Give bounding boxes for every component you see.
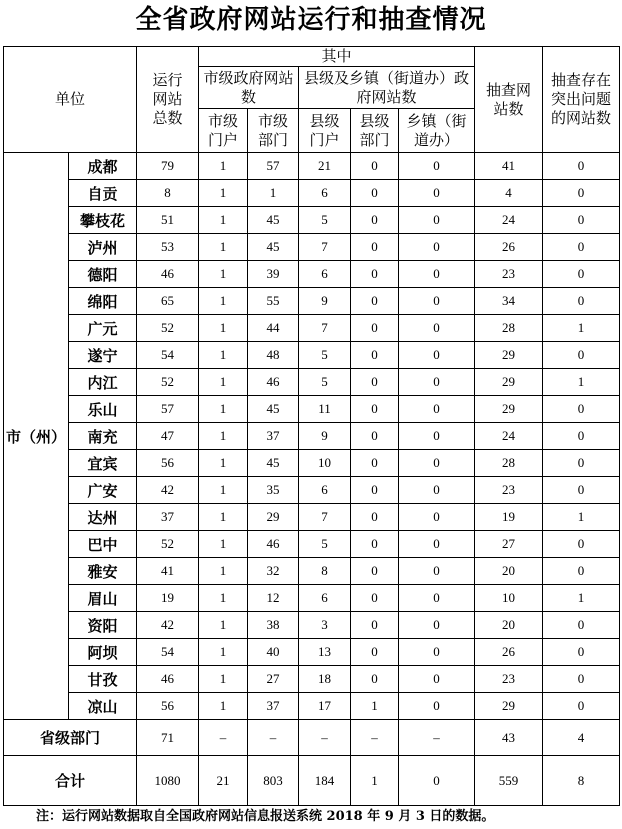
city-name-cell: 绵阳 [69, 288, 137, 315]
county-dept-cell: 0 [351, 585, 399, 612]
table-row [4, 477, 620, 504]
county-portal-cell: 10 [299, 450, 351, 477]
city-portal-cell: 1 [199, 666, 248, 693]
county-portal-cell: 184 [299, 756, 351, 806]
header-city-dept: 市级部门 [248, 109, 299, 153]
city-name-cell: 眉山 [69, 585, 137, 612]
city-dept-cell: 37 [248, 423, 299, 450]
county-dept-cell: 0 [351, 369, 399, 396]
city-portal-cell: 21 [199, 756, 248, 806]
checked-cell: 24 [475, 207, 543, 234]
checked-cell: 29 [475, 369, 543, 396]
table-row [4, 369, 620, 396]
checked-cell: 28 [475, 450, 543, 477]
city-name-cell: 内江 [69, 369, 137, 396]
checked-cell: 26 [475, 234, 543, 261]
town-cell: 0 [399, 531, 475, 558]
header-city-portal: 市级门户 [199, 109, 248, 153]
table-row [4, 342, 620, 369]
county-dept-cell: 0 [351, 180, 399, 207]
problems-cell: 0 [543, 396, 620, 423]
total-cell: 56 [137, 693, 199, 720]
county-portal-cell: – [299, 720, 351, 756]
city-dept-cell: 46 [248, 531, 299, 558]
problems-cell: 0 [543, 639, 620, 666]
city-portal-cell: 1 [199, 288, 248, 315]
table-row [4, 153, 620, 180]
town-cell: 0 [399, 558, 475, 585]
table-row [4, 234, 620, 261]
checked-cell: 24 [475, 423, 543, 450]
total-cell: 47 [137, 423, 199, 450]
county-dept-cell: 0 [351, 234, 399, 261]
city-name-cell: 凉山 [69, 693, 137, 720]
town-cell: 0 [399, 342, 475, 369]
city-portal-cell: 1 [199, 585, 248, 612]
city-dept-cell: 46 [248, 369, 299, 396]
problems-cell: 0 [543, 207, 620, 234]
county-dept-cell: 1 [351, 756, 399, 806]
city-dept-cell: 45 [248, 450, 299, 477]
summary-row-label: 合计 [4, 756, 137, 806]
county-dept-cell: 0 [351, 207, 399, 234]
checked-cell: 41 [475, 153, 543, 180]
problems-cell: 0 [543, 261, 620, 288]
city-dept-cell: 45 [248, 396, 299, 423]
county-portal-cell: 21 [299, 153, 351, 180]
city-dept-cell: 45 [248, 234, 299, 261]
total-cell: 46 [137, 261, 199, 288]
checked-cell: 29 [475, 342, 543, 369]
table-row [4, 180, 620, 207]
county-portal-cell: 9 [299, 288, 351, 315]
county-dept-cell: 0 [351, 666, 399, 693]
county-dept-cell: 0 [351, 504, 399, 531]
county-dept-cell: 0 [351, 558, 399, 585]
checked-cell: 19 [475, 504, 543, 531]
problems-cell: 1 [543, 315, 620, 342]
city-dept-cell: 38 [248, 612, 299, 639]
page-title: 全省政府网站运行和抽查情况 [135, 5, 487, 35]
city-dept-cell: 37 [248, 693, 299, 720]
header-total: 运行网站总数 [137, 47, 199, 153]
county-dept-cell: 0 [351, 153, 399, 180]
city-dept-cell: 12 [248, 585, 299, 612]
problems-cell: 0 [543, 450, 620, 477]
town-cell: 0 [399, 423, 475, 450]
city-portal-cell: 1 [199, 531, 248, 558]
checked-cell: 34 [475, 288, 543, 315]
table-row [4, 666, 620, 693]
city-dept-cell: 1 [248, 180, 299, 207]
city-name-cell: 南充 [69, 423, 137, 450]
county-portal-cell: 7 [299, 234, 351, 261]
city-portal-cell: 1 [199, 234, 248, 261]
checked-cell: 10 [475, 585, 543, 612]
table-row [4, 585, 620, 612]
county-portal-cell: 13 [299, 639, 351, 666]
problems-cell: 1 [543, 504, 620, 531]
town-cell: 0 [399, 504, 475, 531]
county-portal-cell: 6 [299, 477, 351, 504]
city-portal-cell: 1 [199, 180, 248, 207]
header-city-group: 市级政府网站数 [199, 67, 299, 109]
city-name-cell: 甘孜 [69, 666, 137, 693]
checked-cell: 20 [475, 612, 543, 639]
county-dept-cell: – [351, 720, 399, 756]
county-portal-cell: 17 [299, 693, 351, 720]
city-portal-cell: 1 [199, 369, 248, 396]
town-cell: 0 [399, 756, 475, 806]
checked-cell: 26 [475, 639, 543, 666]
total-cell: 42 [137, 612, 199, 639]
city-name-cell: 成都 [69, 153, 137, 180]
total-cell: 57 [137, 396, 199, 423]
problems-cell: 0 [543, 288, 620, 315]
table-row [4, 639, 620, 666]
county-portal-cell: 5 [299, 369, 351, 396]
city-portal-cell: 1 [199, 396, 248, 423]
city-name-cell: 广安 [69, 477, 137, 504]
town-cell: 0 [399, 315, 475, 342]
total-cell: 56 [137, 450, 199, 477]
city-name-cell: 巴中 [69, 531, 137, 558]
city-name-cell: 德阳 [69, 261, 137, 288]
county-dept-cell: 0 [351, 315, 399, 342]
header-unit: 单位 [4, 47, 137, 153]
county-portal-cell: 7 [299, 315, 351, 342]
city-dept-cell: 803 [248, 756, 299, 806]
county-dept-cell: 1 [351, 693, 399, 720]
checked-cell: 23 [475, 477, 543, 504]
total-cell: 52 [137, 531, 199, 558]
county-portal-cell: 5 [299, 342, 351, 369]
total-cell: 52 [137, 369, 199, 396]
city-portal-cell: 1 [199, 612, 248, 639]
town-cell: 0 [399, 477, 475, 504]
town-cell: 0 [399, 369, 475, 396]
table-row [4, 315, 620, 342]
total-cell: 46 [137, 666, 199, 693]
city-name-cell: 雅安 [69, 558, 137, 585]
problems-cell: 0 [543, 342, 620, 369]
city-dept-cell: 48 [248, 342, 299, 369]
town-cell: 0 [399, 612, 475, 639]
town-cell: 0 [399, 180, 475, 207]
county-portal-cell: 6 [299, 261, 351, 288]
footnote: 注：运行网站数据取自全国政府网站信息报送系统 2018 年 9 月 3 日的数据。 [36, 809, 495, 824]
table-row [4, 207, 620, 234]
table-row [4, 531, 620, 558]
problems-cell: 0 [543, 531, 620, 558]
checked-cell: 27 [475, 531, 543, 558]
header-county-group: 县级及乡镇（街道办）政府网站数 [299, 67, 475, 109]
table-row [4, 261, 620, 288]
total-cell: 54 [137, 342, 199, 369]
provincial-row [4, 720, 620, 756]
city-portal-cell: 1 [199, 153, 248, 180]
problems-cell: 0 [543, 666, 620, 693]
checked-cell: 559 [475, 756, 543, 806]
town-cell: 0 [399, 585, 475, 612]
county-portal-cell: 11 [299, 396, 351, 423]
total-cell: 42 [137, 477, 199, 504]
problems-cell: 0 [543, 423, 620, 450]
city-dept-cell: 57 [248, 153, 299, 180]
summary-row [4, 756, 620, 806]
checked-cell: 29 [475, 693, 543, 720]
county-dept-cell: 0 [351, 531, 399, 558]
city-portal-cell: 1 [199, 504, 248, 531]
town-cell: 0 [399, 396, 475, 423]
city-dept-cell: 45 [248, 207, 299, 234]
checked-cell: 43 [475, 720, 543, 756]
county-portal-cell: 3 [299, 612, 351, 639]
problems-cell: 0 [543, 477, 620, 504]
town-cell: 0 [399, 207, 475, 234]
county-dept-cell: 0 [351, 396, 399, 423]
town-cell: 0 [399, 450, 475, 477]
problems-cell: 1 [543, 369, 620, 396]
county-dept-cell: 0 [351, 477, 399, 504]
website-stats-table [3, 46, 620, 806]
table-row [4, 558, 620, 585]
table-row [4, 396, 620, 423]
group-label-city: 市（州） [4, 153, 69, 720]
city-portal-cell: 1 [199, 477, 248, 504]
total-cell: 53 [137, 234, 199, 261]
city-dept-cell: – [248, 720, 299, 756]
county-dept-cell: 0 [351, 342, 399, 369]
city-portal-cell: 1 [199, 315, 248, 342]
city-name-cell: 遂宁 [69, 342, 137, 369]
city-name-cell: 攀枝花 [69, 207, 137, 234]
city-dept-cell: 40 [248, 639, 299, 666]
city-portal-cell: 1 [199, 450, 248, 477]
town-cell: 0 [399, 153, 475, 180]
county-portal-cell: 6 [299, 585, 351, 612]
city-name-cell: 阿坝 [69, 639, 137, 666]
checked-cell: 23 [475, 666, 543, 693]
checked-cell: 4 [475, 180, 543, 207]
total-cell: 8 [137, 180, 199, 207]
total-cell: 41 [137, 558, 199, 585]
town-cell: 0 [399, 693, 475, 720]
total-cell: 52 [137, 315, 199, 342]
header-of-which: 其中 [199, 47, 475, 67]
city-portal-cell: 1 [199, 693, 248, 720]
city-dept-cell: 27 [248, 666, 299, 693]
checked-cell: 29 [475, 396, 543, 423]
county-dept-cell: 0 [351, 261, 399, 288]
county-portal-cell: 6 [299, 180, 351, 207]
town-cell: 0 [399, 234, 475, 261]
city-portal-cell: 1 [199, 261, 248, 288]
city-portal-cell: – [199, 720, 248, 756]
total-cell: 1080 [137, 756, 199, 806]
city-portal-cell: 1 [199, 639, 248, 666]
total-cell: 37 [137, 504, 199, 531]
header-town: 乡镇（街道办） [399, 109, 475, 153]
city-portal-cell: 1 [199, 207, 248, 234]
city-portal-cell: 1 [199, 423, 248, 450]
problems-cell: 4 [543, 720, 620, 756]
header-county-portal: 县级门户 [299, 109, 351, 153]
town-cell: 0 [399, 639, 475, 666]
county-portal-cell: 7 [299, 504, 351, 531]
city-dept-cell: 44 [248, 315, 299, 342]
problems-cell: 0 [543, 153, 620, 180]
town-cell: – [399, 720, 475, 756]
provincial-row-label: 省级部门 [4, 720, 137, 756]
city-dept-cell: 29 [248, 504, 299, 531]
city-dept-cell: 55 [248, 288, 299, 315]
total-cell: 71 [137, 720, 199, 756]
total-cell: 51 [137, 207, 199, 234]
total-cell: 79 [137, 153, 199, 180]
town-cell: 0 [399, 666, 475, 693]
table-row [4, 288, 620, 315]
total-cell: 54 [137, 639, 199, 666]
city-name-cell: 自贡 [69, 180, 137, 207]
table-row [4, 504, 620, 531]
checked-cell: 28 [475, 315, 543, 342]
problems-cell: 0 [543, 234, 620, 261]
checked-cell: 20 [475, 558, 543, 585]
county-dept-cell: 0 [351, 423, 399, 450]
table-row [4, 450, 620, 477]
city-portal-cell: 1 [199, 558, 248, 585]
table-row [4, 612, 620, 639]
problems-cell: 0 [543, 558, 620, 585]
county-dept-cell: 0 [351, 288, 399, 315]
county-portal-cell: 8 [299, 558, 351, 585]
county-portal-cell: 18 [299, 666, 351, 693]
city-name-cell: 乐山 [69, 396, 137, 423]
city-name-cell: 泸州 [69, 234, 137, 261]
problems-cell: 1 [543, 585, 620, 612]
city-portal-cell: 1 [199, 342, 248, 369]
city-name-cell: 资阳 [69, 612, 137, 639]
county-dept-cell: 0 [351, 450, 399, 477]
problems-cell: 8 [543, 756, 620, 806]
county-dept-cell: 0 [351, 612, 399, 639]
city-name-cell: 宜宾 [69, 450, 137, 477]
city-dept-cell: 32 [248, 558, 299, 585]
city-dept-cell: 39 [248, 261, 299, 288]
county-portal-cell: 5 [299, 207, 351, 234]
header-problems: 抽查存在突出问题的网站数 [543, 47, 620, 153]
city-name-cell: 达州 [69, 504, 137, 531]
city-name-cell: 广元 [69, 315, 137, 342]
total-cell: 19 [137, 585, 199, 612]
total-cell: 65 [137, 288, 199, 315]
county-portal-cell: 5 [299, 531, 351, 558]
problems-cell: 0 [543, 693, 620, 720]
city-dept-cell: 35 [248, 477, 299, 504]
problems-cell: 0 [543, 612, 620, 639]
checked-cell: 23 [475, 261, 543, 288]
county-dept-cell: 0 [351, 639, 399, 666]
table-row [4, 423, 620, 450]
county-portal-cell: 9 [299, 423, 351, 450]
town-cell: 0 [399, 261, 475, 288]
header-county-dept: 县级部门 [351, 109, 399, 153]
problems-cell: 0 [543, 180, 620, 207]
town-cell: 0 [399, 288, 475, 315]
table-row [4, 693, 620, 720]
header-checked: 抽查网站数 [475, 47, 543, 153]
